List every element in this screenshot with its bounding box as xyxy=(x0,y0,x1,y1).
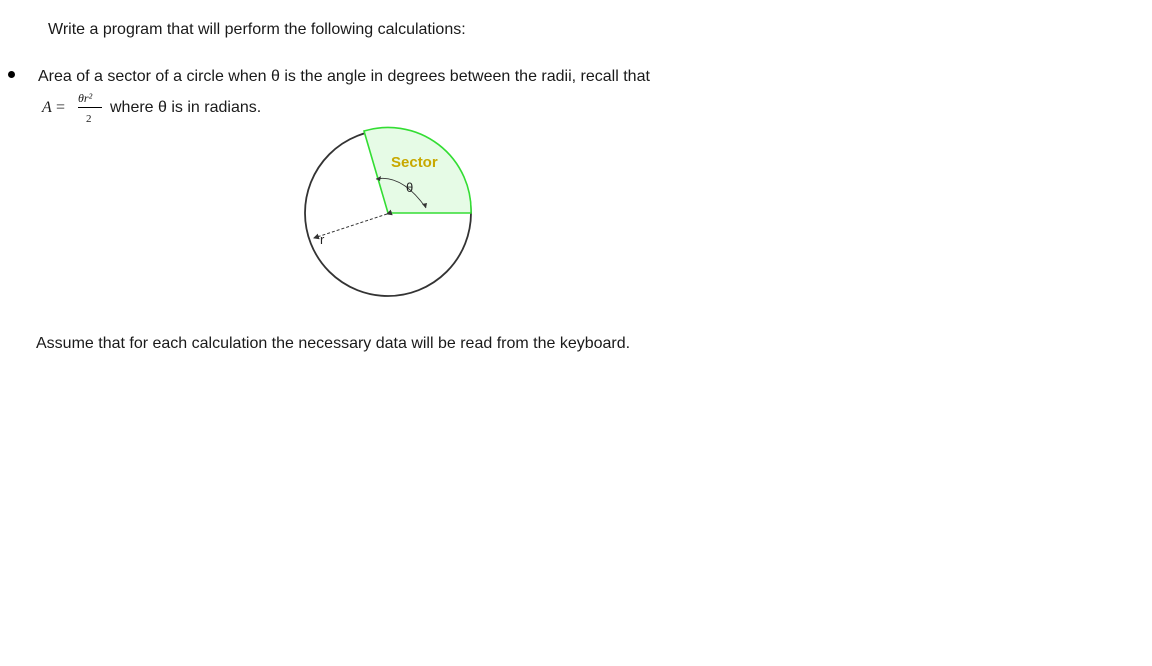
intro-text: Write a program that will perform the following calculations: xyxy=(48,21,466,38)
sector-diagram xyxy=(290,122,490,306)
formula-lhs: A xyxy=(42,99,52,116)
formula-suffix: where θ is in radians. xyxy=(110,99,262,116)
assumption-text: Assume that for each calculation the necessary data will be read from the keyboard. xyxy=(36,335,631,352)
formula-numerator: θr² xyxy=(78,91,93,105)
sector-label: Sector xyxy=(391,154,438,171)
formula-denominator: 2 xyxy=(86,113,92,125)
radius-label: r xyxy=(320,232,325,247)
theta-label: θ xyxy=(406,180,414,195)
bullet-text: Area of a sector of a circle when θ is the angle in degrees between the radii, recall that xyxy=(38,68,650,85)
fraction-bar xyxy=(78,107,102,108)
bullet-point xyxy=(8,71,15,78)
radius-dashed-line xyxy=(314,214,387,238)
formula-equals: = xyxy=(56,99,66,116)
